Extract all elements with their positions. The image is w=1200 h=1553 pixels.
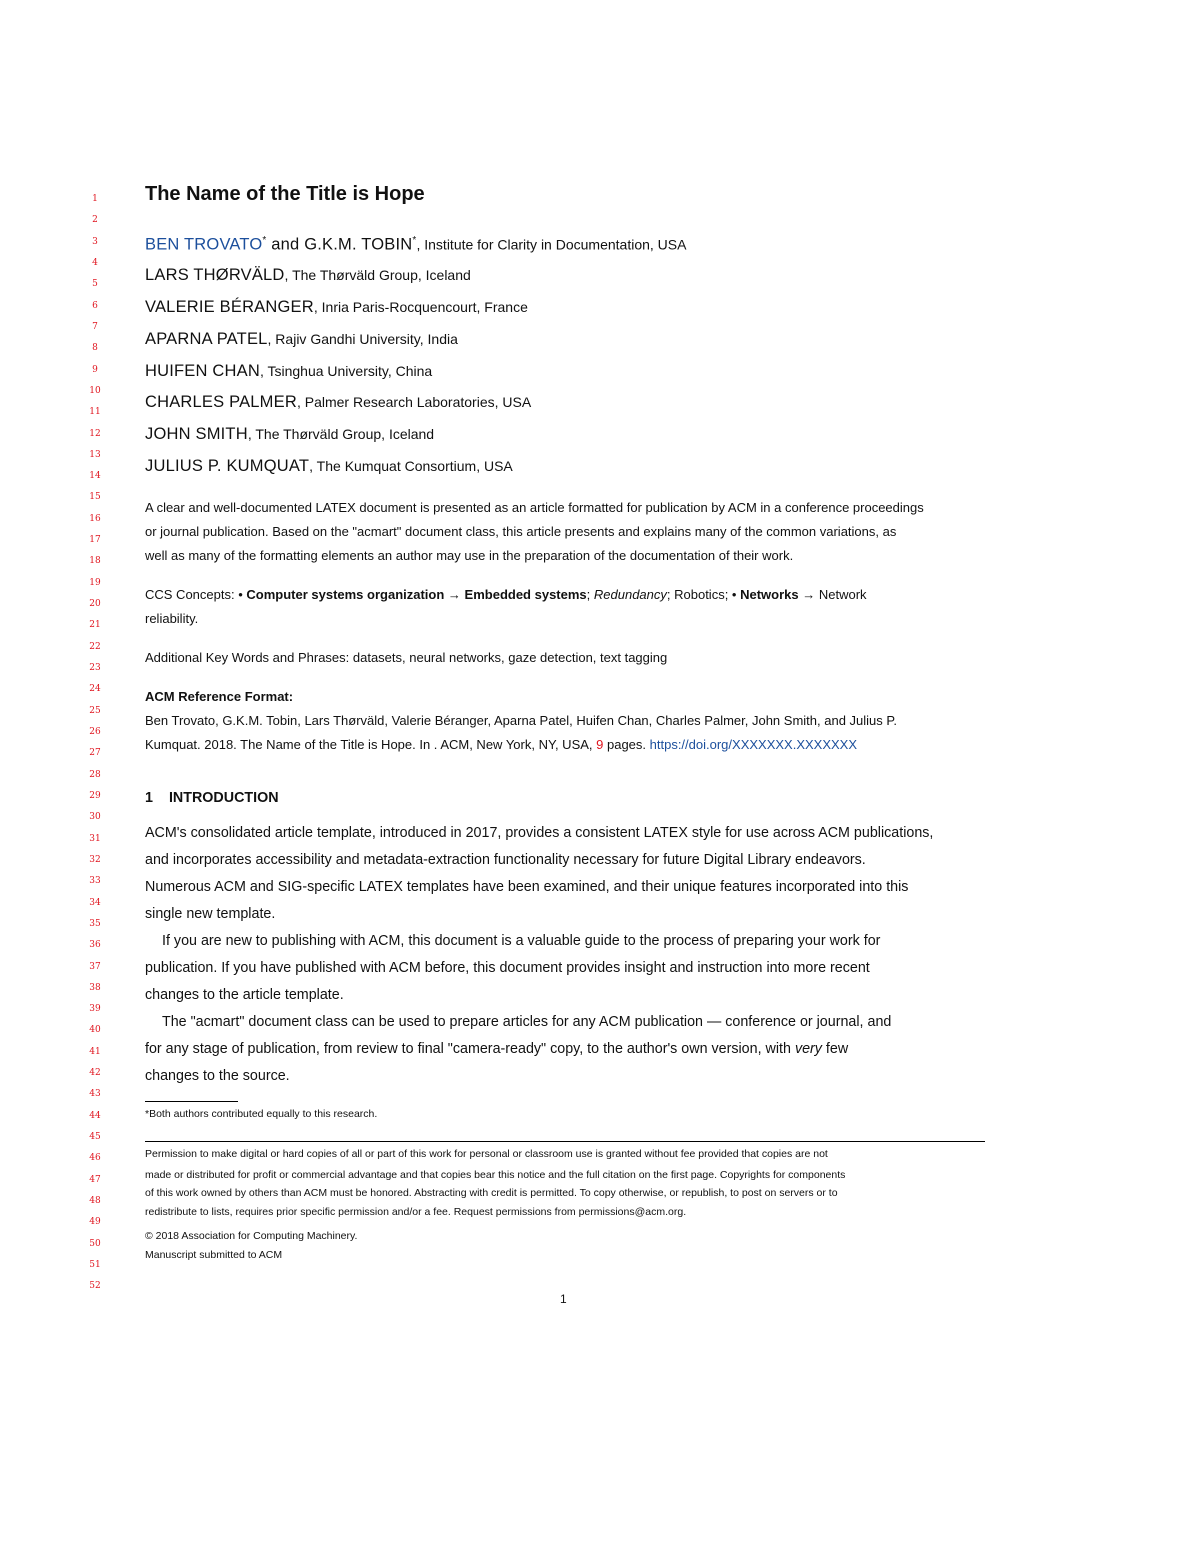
line-number: 21 — [89, 620, 101, 631]
line-number: 25 — [89, 705, 101, 716]
body-text: for any stage of publication, from review to final "camera-ready" copy, to the author's own version, with — [145, 1041, 795, 1057]
line-number: 40 — [89, 1025, 101, 1036]
author-name: HUIFEN CHAN — [145, 362, 260, 380]
section-number: 1 — [145, 790, 153, 806]
body-line — [145, 1041, 848, 1057]
permission-line: of this work owned by others than ACM must be honored. Abstracting with credit is permitted. To copy otherwise, or republish, to post on servers or to — [145, 1187, 838, 1199]
line-number: 37 — [89, 961, 101, 972]
line-number: 43 — [89, 1089, 101, 1100]
line-number: 23 — [89, 663, 101, 674]
line-number: 5 — [92, 279, 98, 290]
body-line: The "acmart" document class can be used to prepare articles for any ACM publication — conference or journal, and — [162, 1014, 892, 1030]
doi-link[interactable]: https://doi.org/XXXXXXX.XXXXXXX — [649, 737, 858, 752]
permission-line: made or distributed for profit or commercial advantage and that copies bear this notice and the full citation on the first page. Copyrights for components — [145, 1169, 846, 1181]
author-name[interactable]: BEN TROVATO — [145, 235, 263, 254]
footnote: *Both authors contributed equally to this research. — [145, 1108, 378, 1120]
line-number: 19 — [89, 577, 101, 588]
author-line-6 — [145, 393, 531, 412]
section-title: INTRODUCTION — [168, 790, 279, 806]
author-affiliation: , The Thørväld Group, Iceland — [284, 267, 471, 283]
keywords: Additional Key Words and Phrases: datasets, neural networks, gaze detection, text tagging — [145, 650, 668, 665]
ccs-prefix: CCS Concepts: • — [145, 587, 247, 602]
line-number: 8 — [92, 343, 98, 354]
body-line: ACM's consolidated article template, introduced in 2017, provides a consistent LATEX style for use across ACM publications, — [145, 825, 934, 841]
line-number: 12 — [89, 428, 101, 439]
permission-rule — [145, 1141, 985, 1142]
line-number: 16 — [89, 513, 101, 524]
line-number: 3 — [92, 236, 98, 247]
body-line: changes to the article template. — [145, 987, 344, 1003]
line-number: 22 — [89, 641, 101, 652]
line-number: 10 — [89, 385, 101, 396]
abstract-line: A clear and well-documented LATEX document is presented as an article formatted for publication by ACM in a conference proceedings — [145, 500, 924, 515]
body-line: changes to the source. — [145, 1068, 290, 1084]
pages-link[interactable]: 9 — [596, 737, 604, 752]
ref-format-line — [145, 737, 857, 752]
line-number: 50 — [89, 1238, 101, 1249]
author-affiliation: , Tsinghua University, China — [259, 363, 433, 379]
line-number: 41 — [89, 1046, 101, 1057]
ccs-concept: ; Robotics; • — [666, 587, 741, 602]
permission-line: redistribute to lists, requires prior specific permission and/or a fee. Request permissions from permissions@acm.org. — [145, 1206, 687, 1218]
section-heading — [145, 790, 279, 806]
line-number: 33 — [89, 876, 101, 887]
line-number: 48 — [89, 1196, 101, 1207]
line-number: 29 — [89, 790, 101, 801]
author-line-7 — [145, 425, 434, 444]
line-number: 27 — [89, 748, 101, 759]
line-number: 28 — [89, 769, 101, 780]
line-number: 20 — [89, 599, 101, 610]
line-number: 35 — [89, 918, 101, 929]
line-number: 9 — [92, 364, 98, 375]
ccs-concept: Embedded systems — [464, 587, 587, 602]
author-affiliation: , Inria Paris-Rocquencourt, France — [313, 299, 528, 315]
ccs-concept: Networks — [740, 587, 799, 602]
permission-line: Permission to make digital or hard copies of all or part of this work for personal or classroom use is granted without fee provided that copies are not — [145, 1148, 828, 1160]
author-conjunction: and — [266, 235, 305, 254]
author-affiliation: , Palmer Research Laboratories, USA — [296, 394, 532, 410]
abstract-line: well as many of the formatting elements an author may use in the preparation of the documentation of their work. — [145, 548, 794, 563]
author-line-5 — [145, 362, 432, 381]
line-number: 39 — [89, 1004, 101, 1015]
body-line: single new template. — [145, 906, 276, 922]
line-number: 17 — [89, 535, 101, 546]
line-number: 26 — [89, 727, 101, 737]
author-line-2 — [145, 266, 471, 285]
author-name: APARNA PATEL — [145, 330, 268, 348]
line-number: 15 — [89, 492, 101, 503]
line-number: 46 — [89, 1153, 101, 1164]
line-number: 2 — [92, 215, 98, 226]
line-number: 32 — [89, 854, 101, 865]
ref-format-text: pages. — [603, 737, 650, 752]
line-number: 51 — [89, 1260, 101, 1270]
line-number: 1 — [92, 194, 98, 204]
ref-format-line: Ben Trovato, G.K.M. Tobin, Lars Thørväld, Valerie Béranger, Aparna Patel, Huifen Chan, Charles Palmer, John Smith, and Julius P. — [145, 713, 897, 728]
author-line-3 — [145, 298, 528, 317]
ccs-concepts — [145, 587, 867, 602]
ccs-separator: ; — [586, 587, 594, 602]
body-line: If you are new to publishing with ACM, this document is a valuable guide to the process of preparing your work for — [162, 933, 881, 949]
line-number: 13 — [89, 449, 101, 460]
line-number: 6 — [92, 300, 98, 311]
body-line: and incorporates accessibility and metadata-extraction functionality necessary for future Digital Library endeavors. — [145, 852, 866, 868]
line-number: 31 — [89, 833, 101, 844]
body-line: publication. If you have published with ACM before, this document provides insight and instruction into more recent — [145, 960, 870, 976]
line-number: 52 — [89, 1281, 101, 1292]
ref-format-heading: ACM Reference Format: — [145, 689, 294, 704]
line-number: 18 — [89, 556, 101, 567]
author-name: G.K.M. TOBIN — [304, 235, 413, 254]
abstract-line: or journal publication. Based on the "acmart" document class, this article presents and explains many of the common variations, as — [145, 524, 897, 539]
line-number: 36 — [89, 940, 101, 951]
line-number: 42 — [89, 1068, 101, 1079]
author-name: JULIUS P. KUMQUAT — [145, 457, 310, 475]
body-line: Numerous ACM and SIG-specific LATEX templates have been examined, and their unique features incorporated into this — [145, 879, 909, 895]
ccs-concept: Redundancy — [593, 587, 667, 602]
copyright: © 2018 Association for Computing Machinery. — [145, 1230, 358, 1242]
author-name: CHARLES PALMER — [145, 393, 297, 411]
ccs-arrow: → — [444, 587, 465, 602]
author-line-4 — [145, 330, 458, 349]
line-number: 47 — [89, 1174, 101, 1185]
body-text: few — [821, 1041, 849, 1057]
author-footnote-mark: * — [262, 235, 267, 246]
ccs-concept: Computer systems organization — [246, 587, 445, 602]
line-number: 4 — [92, 257, 98, 268]
ccs-arrow: → — [798, 587, 819, 602]
author-line-1 — [145, 235, 686, 255]
line-number: 11 — [89, 407, 101, 418]
line-number: 24 — [89, 684, 101, 695]
line-number: 7 — [92, 321, 98, 332]
body-emphasis: very — [794, 1041, 822, 1057]
author-name: LARS THØRVÄLD — [145, 266, 285, 284]
line-number: 34 — [89, 897, 101, 908]
line-number: 44 — [89, 1110, 101, 1121]
paper-title: The Name of the Title is Hope — [145, 183, 425, 205]
page-number: 1 — [560, 1292, 567, 1306]
manuscript-note: Manuscript submitted to ACM — [145, 1249, 283, 1261]
line-number: 30 — [89, 812, 101, 823]
line-number: 49 — [89, 1217, 101, 1228]
author-footnote-mark: * — [412, 235, 417, 246]
author-line-8 — [145, 457, 513, 476]
author-affiliation: , Institute for Clarity in Documentation, USA — [416, 236, 687, 253]
footnote-rule — [145, 1101, 238, 1102]
line-number: 45 — [89, 1132, 101, 1143]
ref-format-text: Kumquat. 2018. The Name of the Title is Hope. In . ACM, New York, NY, USA, — [145, 737, 597, 752]
ccs-concept: Network — [818, 587, 867, 602]
ccs-concepts-cont: reliability. — [145, 611, 199, 626]
author-affiliation: , The Kumquat Consortium, USA — [309, 458, 513, 474]
author-name: VALERIE BÉRANGER — [145, 298, 314, 316]
author-affiliation: , The Thørväld Group, Iceland — [247, 426, 435, 442]
author-name: JOHN SMITH — [145, 425, 248, 443]
author-affiliation: , Rajiv Gandhi University, India — [267, 331, 458, 347]
line-number: 38 — [89, 982, 101, 993]
line-number: 14 — [89, 471, 101, 482]
